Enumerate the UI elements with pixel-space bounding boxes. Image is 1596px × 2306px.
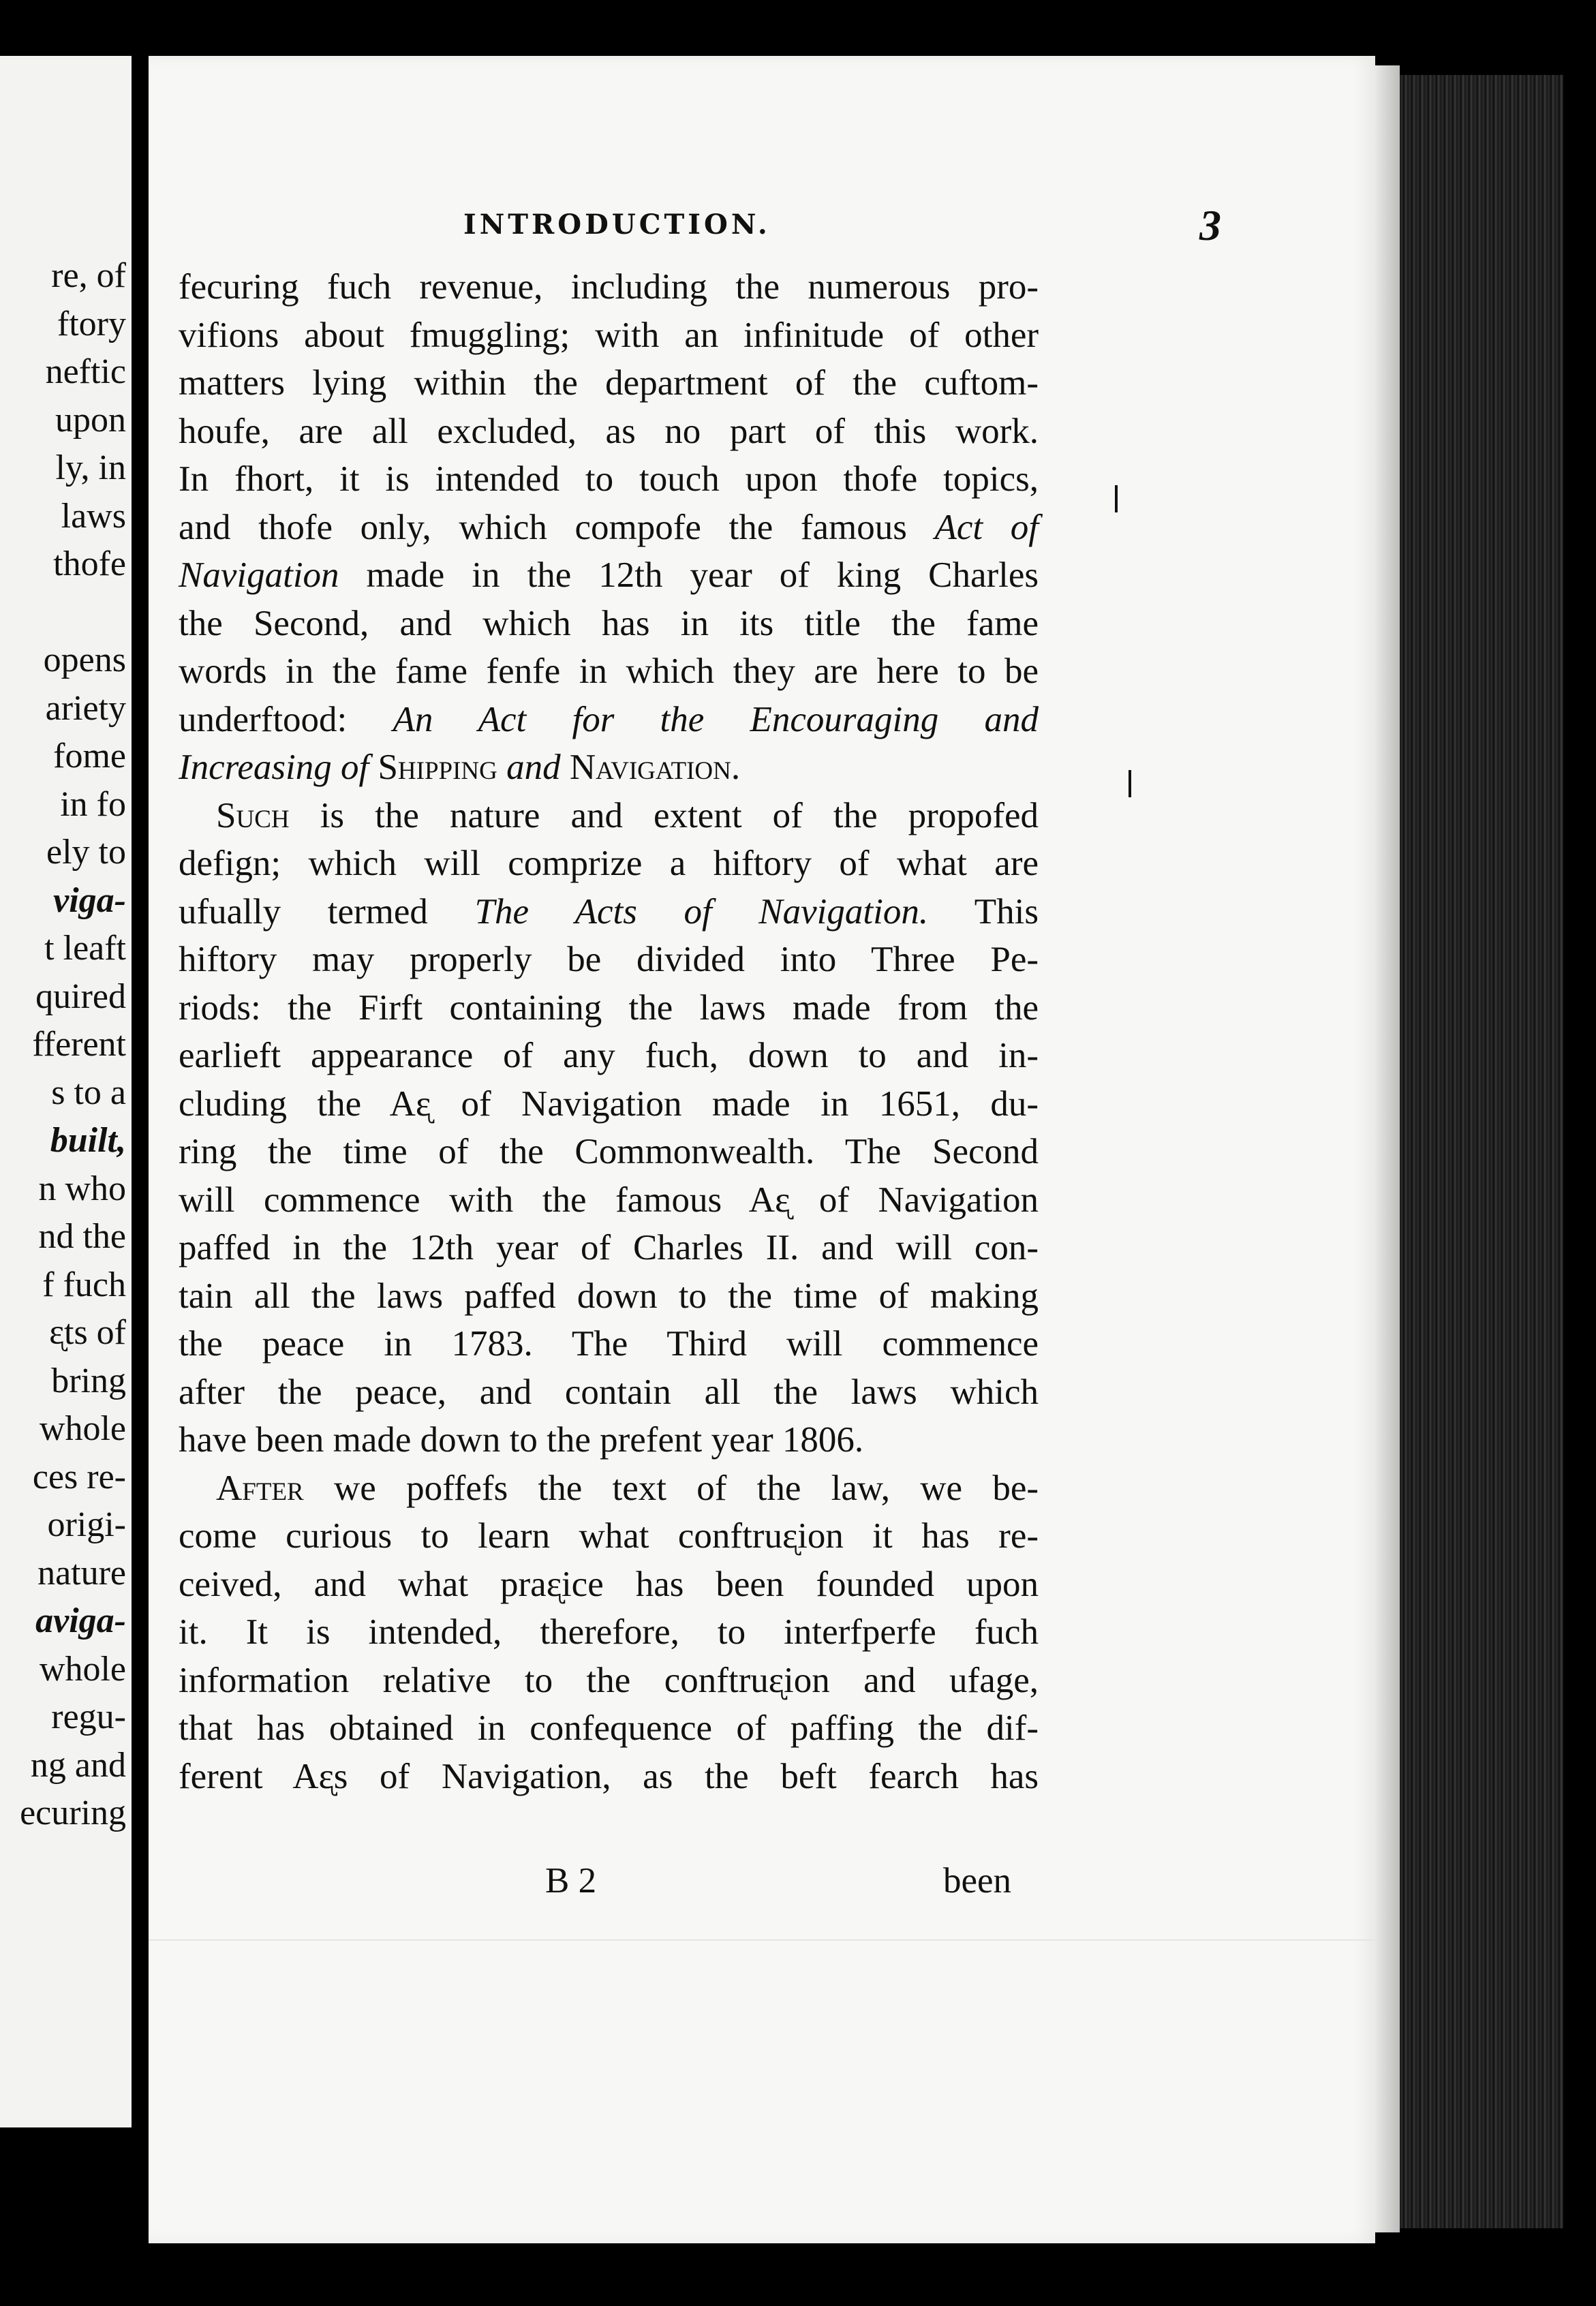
left-page-line: ᶓts of xyxy=(49,1313,126,1352)
left-page-line: n who xyxy=(38,1169,126,1208)
text-line xyxy=(179,504,1039,552)
left-page-line: fome xyxy=(53,737,126,775)
text-line xyxy=(179,984,1039,1032)
text-run: tain all the laws paffed down to the time of making xyxy=(179,1276,1039,1316)
text-run: is the nature and extent of the propofed xyxy=(289,795,1039,835)
text-line xyxy=(179,888,1039,936)
text-line xyxy=(179,600,1039,648)
text-run: earlieft appearance of any fuch, down to and in- xyxy=(179,1036,1039,1075)
text-line xyxy=(179,1176,1039,1225)
text-line xyxy=(179,1080,1039,1128)
small-caps-text: Shipping xyxy=(378,748,497,787)
text-run: made in the 12th year of king Charles xyxy=(339,555,1039,595)
running-head: INTRODUCTION. xyxy=(463,209,771,241)
left-page-line: whole xyxy=(39,1409,126,1448)
italic-text: Navigation xyxy=(179,555,339,595)
text-line xyxy=(179,1704,1039,1753)
text-line xyxy=(179,408,1039,456)
left-page-text xyxy=(20,252,126,1838)
italic-text: Act of xyxy=(934,507,1039,547)
text-line xyxy=(179,1368,1039,1417)
text-run: ufually termed xyxy=(179,891,475,932)
text-line xyxy=(179,1464,1039,1513)
left-page-line: fferent xyxy=(32,1025,126,1064)
book-fore-edge xyxy=(1400,75,1563,2228)
left-page-line: viga- xyxy=(53,880,126,920)
text-line xyxy=(179,936,1039,984)
text-line xyxy=(179,696,1039,744)
text-run: hiftory may properly be divided into Three Pe- xyxy=(179,940,1039,979)
fold-line xyxy=(149,1939,1375,1941)
text-run xyxy=(369,748,378,787)
text-run: the Second, and which has in its title the fame xyxy=(179,603,1039,643)
text-run: paffed in the 12th year of Charles II. and will con- xyxy=(179,1228,1039,1267)
text-line xyxy=(179,1128,1039,1176)
left-page-line: neftic xyxy=(45,352,126,391)
text-line xyxy=(179,1320,1039,1368)
text-run: ceived, and what praᶓice has been founded upon xyxy=(179,1564,1039,1604)
left-page-line: bring xyxy=(51,1361,126,1400)
text-run: . xyxy=(731,748,741,787)
text-run xyxy=(561,748,570,787)
italic-text: and xyxy=(506,748,561,787)
text-run: ring the time of the Commonwealth. The Second xyxy=(179,1132,1039,1171)
text-run: houfe, are all excluded, as no part of this work. xyxy=(179,411,1039,451)
text-line xyxy=(179,1032,1039,1080)
left-page-line: s to a xyxy=(51,1073,126,1112)
margin-mark xyxy=(1129,770,1131,797)
text-run: it. It is intended, therefore, to interfperfe fuch xyxy=(179,1612,1039,1652)
text-line xyxy=(179,743,1039,792)
text-run: defign; which will comprize a hiftory of what are xyxy=(179,844,1039,883)
catchword: been xyxy=(943,1861,1012,1901)
text-run: cluding the Aᶓ of Navigation made in 1651, du- xyxy=(179,1083,1039,1124)
left-page-line: ely to xyxy=(46,833,126,872)
left-page-line: whole xyxy=(39,1649,126,1689)
left-page-line: opens xyxy=(43,641,126,679)
text-run: fecuring fuch revenue, including the numerous pro- xyxy=(179,267,1039,307)
small-caps-text: Navigation xyxy=(569,748,731,787)
body-text xyxy=(179,263,1039,1800)
italic-text: Increasing of xyxy=(179,748,369,787)
text-line xyxy=(179,551,1039,600)
left-page-line: origi- xyxy=(47,1505,126,1544)
text-line xyxy=(179,263,1039,311)
small-caps-text: After xyxy=(216,1468,304,1508)
text-line xyxy=(179,647,1039,696)
left-page-line: thofe xyxy=(53,544,126,583)
left-page-line: upon xyxy=(55,400,126,440)
italic-text: An Act for the Encouraging and xyxy=(393,699,1039,739)
text-run: vifions about fmuggling; with an infinitude of other xyxy=(179,315,1039,355)
text-run: This xyxy=(928,891,1039,932)
left-page-fragment xyxy=(0,56,132,2127)
signature-mark: B 2 xyxy=(545,1861,597,1901)
text-run: have been made down to the prefent year 1806. xyxy=(179,1420,864,1460)
left-page-line: f fuch xyxy=(42,1265,126,1304)
left-page-line: ly, in xyxy=(55,448,126,487)
text-line xyxy=(179,1608,1039,1657)
left-page-line: re, of xyxy=(51,256,126,295)
text-line xyxy=(179,1657,1039,1705)
text-line xyxy=(179,455,1039,504)
text-line xyxy=(179,1272,1039,1321)
text-run: after the peace, and contain all the laws which xyxy=(179,1372,1039,1412)
left-page-line: nd the xyxy=(38,1217,126,1256)
left-page-line: ftory xyxy=(57,304,126,343)
left-page-line: ecuring xyxy=(20,1794,126,1832)
left-page-line: built, xyxy=(50,1121,126,1160)
text-run: come curious to learn what conftruᶓion it has re- xyxy=(179,1516,1039,1556)
small-caps-text: Such xyxy=(216,795,290,835)
text-line xyxy=(179,1224,1039,1272)
text-run: ferent Aᶓs of Navigation, as the beft fearch has xyxy=(179,1756,1039,1796)
text-line xyxy=(179,1416,1039,1464)
left-page-line: nature xyxy=(37,1553,126,1593)
text-run: will commence with the famous Aᶓ of Navigation xyxy=(179,1180,1039,1220)
text-run: and thofe only, which compofe the famous xyxy=(179,507,935,547)
margin-mark xyxy=(1115,485,1118,512)
left-page-line: ng and xyxy=(30,1745,126,1785)
left-page-line: regu- xyxy=(51,1697,126,1736)
text-run: In fhort, it is intended to touch upon thofe topics, xyxy=(179,459,1039,499)
text-run: matters lying within the department of the cuftom- xyxy=(179,363,1039,403)
text-run xyxy=(497,748,506,787)
text-line xyxy=(179,1753,1039,1801)
left-page-line: quired xyxy=(35,977,126,1016)
text-run: underftood: xyxy=(179,699,393,739)
text-line xyxy=(179,792,1039,840)
text-run: we poffefs the text of the law, we be- xyxy=(303,1468,1039,1508)
text-run: riods: the Firft containing the laws made from the xyxy=(179,987,1039,1028)
left-page-line: aviga- xyxy=(35,1601,126,1640)
text-line xyxy=(179,1561,1039,1609)
text-line xyxy=(179,1512,1039,1561)
text-line xyxy=(179,311,1039,360)
text-run: the peace in 1783. The Third will commence xyxy=(179,1324,1039,1364)
left-page-line xyxy=(20,589,126,637)
text-run: that has obtained in confequence of paffing the dif- xyxy=(179,1708,1039,1748)
left-page-line: in fo xyxy=(60,784,126,824)
text-run: information relative to the conftruᶓion and ufage, xyxy=(179,1660,1039,1700)
italic-text: The Acts of Navigation. xyxy=(474,891,929,932)
left-page-line: t leaft xyxy=(44,929,126,968)
text-line xyxy=(179,840,1039,888)
left-page-line: ariety xyxy=(45,688,126,728)
text-run: words in the fame fenfe in which they are here to be xyxy=(179,651,1039,691)
left-page-line: laws xyxy=(61,496,126,536)
page-number: 3 xyxy=(1199,201,1221,249)
text-line xyxy=(179,359,1039,408)
page-edge xyxy=(1375,65,1400,2232)
left-page-line: ces re- xyxy=(32,1457,126,1496)
